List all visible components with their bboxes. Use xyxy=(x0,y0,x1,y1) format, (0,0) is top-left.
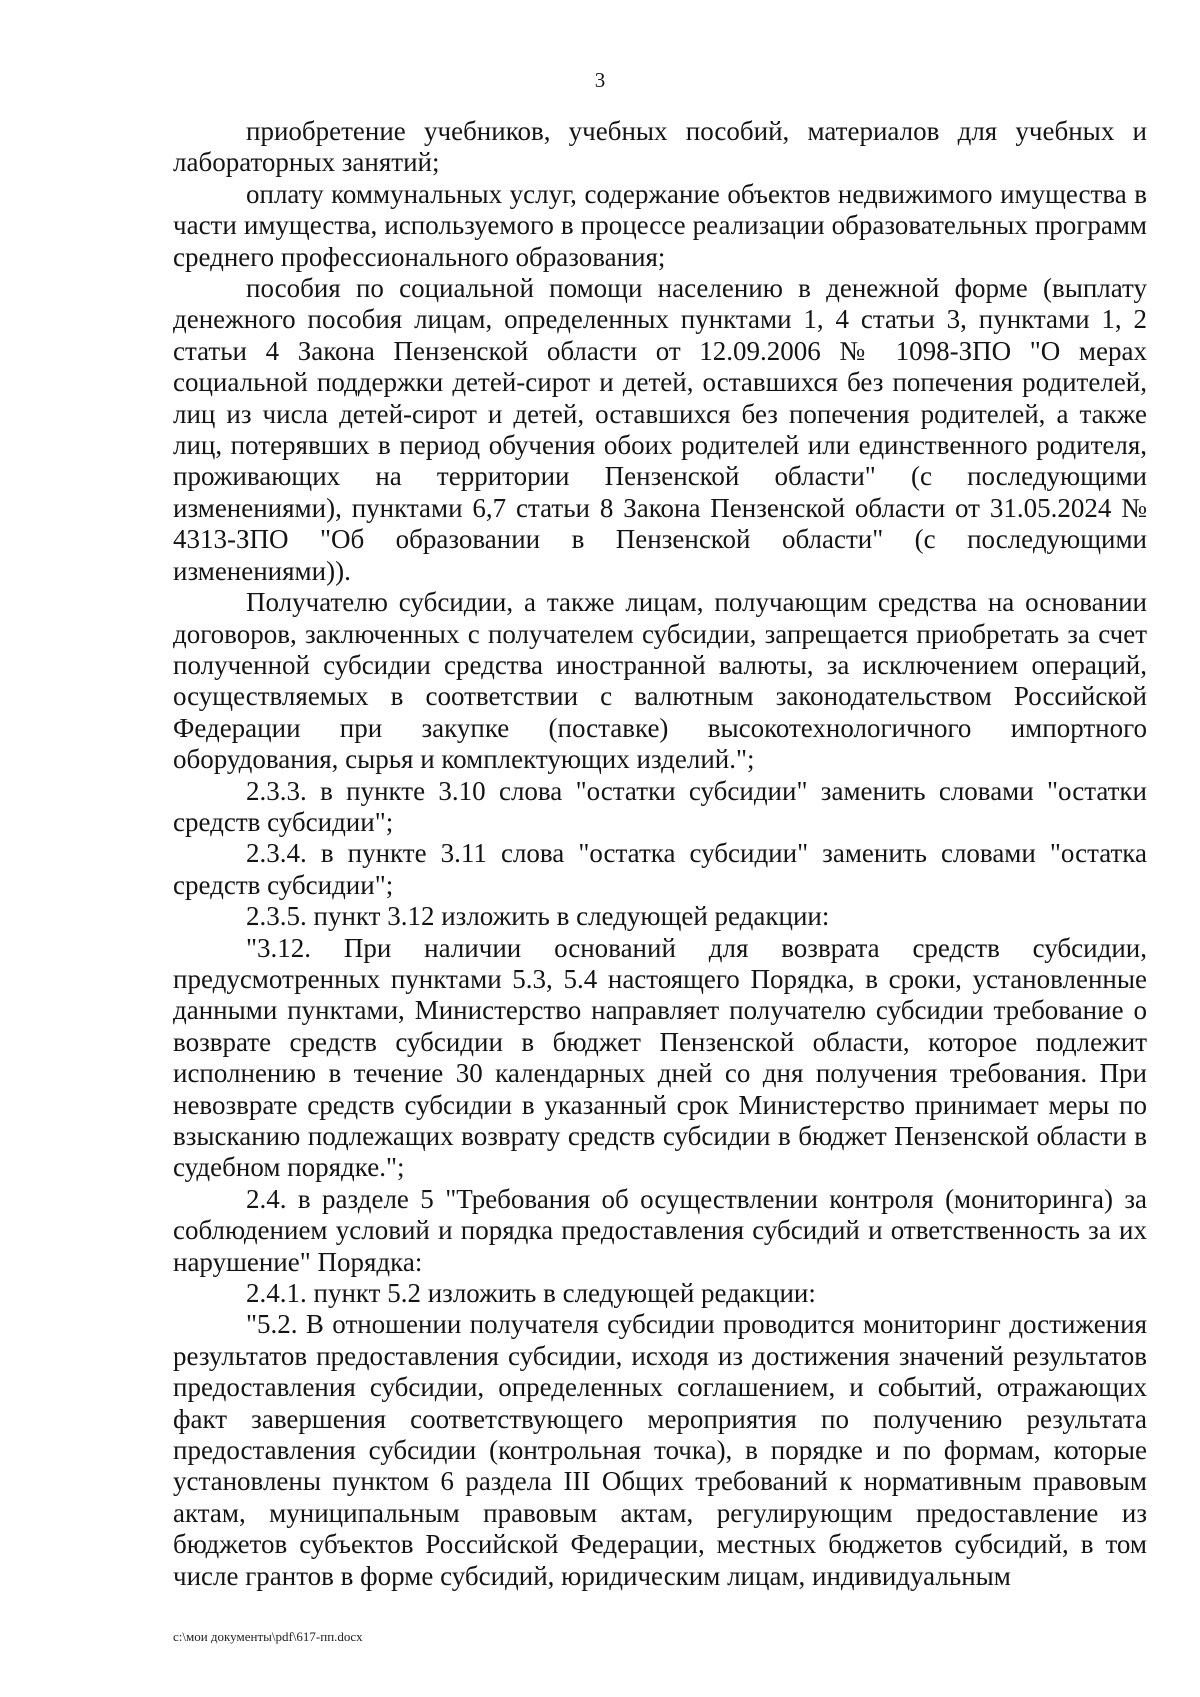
footer-file-path: c:\мои документы\pdf\617-пп.docx xyxy=(173,1629,363,1644)
paragraph-currency-prohibition: Получателю субсидии, а также лицам, получающим средства на основании договоров, заключенных с получателем субсидии, запрещается приобретать за счет полученной субсидии средства иностранной валюты, за исключением операций, осуществляемых в соответствии с валютным законодательством Российской Федерации при закупке (поставке) высокотехнологичного импортного оборудования, сырья и комплектующих изделий."; xyxy=(173,587,1147,775)
paragraph-2-3-4: 2.3.4. в пункте 3.11 слова "остатка субсидии" заменить словами "остатка средств субсидии"; xyxy=(173,838,1147,900)
paragraph-textbooks: приобретение учебников, учебных пособий, материалов для учебных и лабораторных занятий; xyxy=(173,116,1147,178)
document-body xyxy=(173,116,1147,1592)
paragraph-3-12: "3.12. При наличии оснований для возврата средств субсидии, предусмотренных пунктами 5.3, 5.4 настоящего Порядка, в сроки, установленные данными пунктами, Министерство направляет получателю субсидии требование о возврате средств субсидии в бюджет Пензенской области, которое подлежит исполнению в течение 30 календарных дней со дня получения требования. При невозврате средств субсидии в указанный срок Министерство принимает меры по взысканию подлежащих возврату средств субсидии в бюджет Пензенской области в судебном порядке."; xyxy=(173,932,1147,1183)
paragraph-2-3-3: 2.3.3. в пункте 3.10 слова "остатки субсидии" заменить словами "остатки средств субсидии"; xyxy=(173,775,1147,837)
page-number: 3 xyxy=(594,68,606,92)
paragraph-social-aid: пособия по социальной помощи населению в денежной форме (выплату денежного пособия лицам, определенных пунктами 1, 4 статьи 3, пунктами 1, 2 статьи 4 Закона Пензенской области от 12.09.2006 № 1098-ЗПО "О мерах социальной поддержки детей-сирот и детей, оставшихся без попечения родителей, лиц из числа детей-сирот и детей, оставшихся без попечения родителей, а также лиц, потерявших в период обучения обоих родителей или единственного родителя, проживающих на территории Пензенской области" (с последующими изменениями), пунктами 6,7 статьи 8 Закона Пензенской области от 31.05.2024 № 4313-ЗПО "Об образовании в Пензенской области" (с последующими изменениями)). xyxy=(173,273,1147,586)
paragraph-5-2: "5.2. В отношении получателя субсидии проводится мониторинг достижения результатов предоставления субсидии, исходя из достижения значений результатов предоставления субсидии, определенных соглашением, и событий, отражающих факт завершения соответствующего мероприятия по получению результата предоставления субсидии (контрольная точка), в порядке и по формам, которые установлены пунктом 6 раздела III Общих требований к нормативным правовым актам, муниципальным правовым актам, регулирующим предоставление из бюджетов субъектов Российской Федерации, местных бюджетов субсидий, в том числе грантов в форме субсидий, юридическим лицам, индивидуальным xyxy=(173,1309,1147,1591)
paragraph-2-4-1: 2.4.1. пункт 5.2 изложить в следующей редакции: xyxy=(246,1278,816,1309)
paragraph-2-3-5: 2.3.5. пункт 3.12 изложить в следующей редакции: xyxy=(246,901,830,932)
paragraph-2-4: 2.4. в разделе 5 "Требования об осуществлении контроля (мониторинга) за соблюдением условий и порядка предоставления субсидий и ответственность за их нарушение" Порядка: xyxy=(173,1183,1147,1277)
paragraph-utilities: оплату коммунальных услуг, содержание объектов недвижимого имущества в части имущества, используемого в процессе реализации образовательных программ среднего профессионального образования; xyxy=(173,178,1147,272)
